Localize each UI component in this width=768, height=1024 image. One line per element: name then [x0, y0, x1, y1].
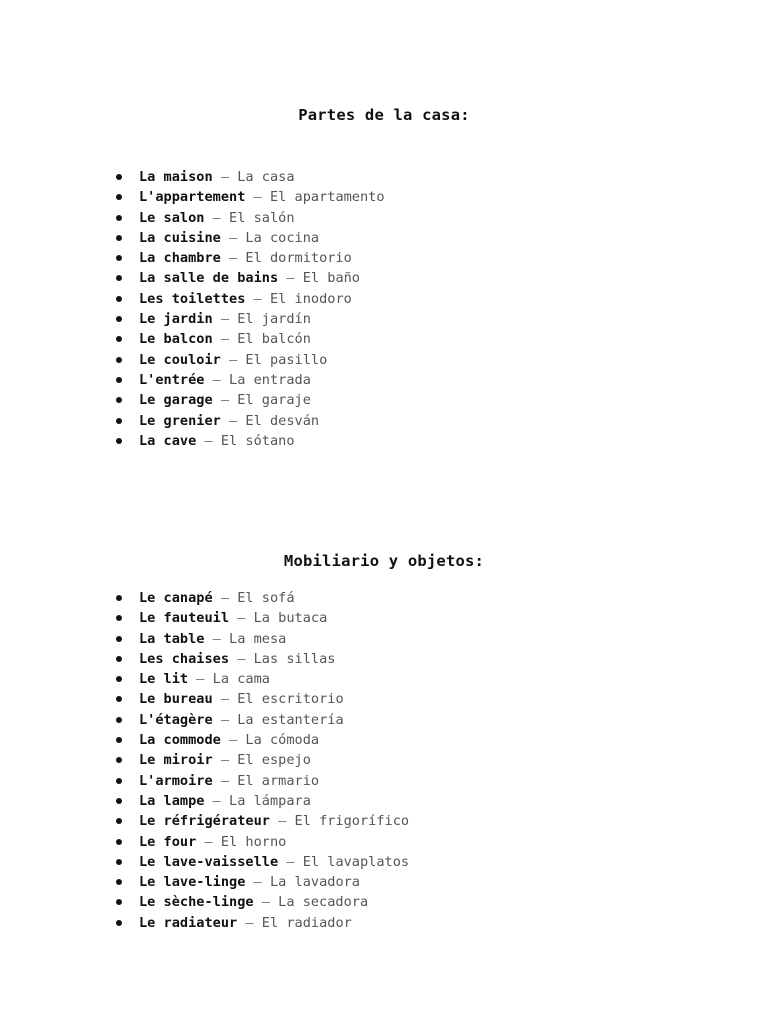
spanish-translation: La estantería [237, 711, 344, 728]
french-term: L'appartement [139, 189, 246, 206]
bullet-icon [116, 255, 122, 261]
bullet-icon [116, 615, 122, 621]
french-term: Le grenier [139, 412, 221, 429]
separator-dash: — [253, 189, 262, 206]
list-item [114, 268, 385, 288]
bullet-icon [116, 174, 122, 180]
french-term: La table [139, 630, 205, 647]
french-term: L'étagère [139, 711, 213, 728]
french-term: Le réfrigérateur [139, 813, 270, 830]
french-term: La cave [139, 432, 197, 449]
list-item [114, 588, 409, 608]
list-item [114, 649, 409, 669]
french-term: Le balcon [139, 331, 213, 348]
bullet-icon [116, 296, 122, 302]
french-term: La lampe [139, 792, 205, 809]
french-term: Le jardin [139, 311, 213, 328]
bullet-icon [116, 194, 122, 200]
list-item [114, 431, 385, 451]
list-item [114, 730, 409, 750]
separator-dash: — [253, 290, 262, 307]
list-item [114, 832, 409, 852]
spanish-translation: La cama [212, 671, 270, 688]
list-item [114, 811, 409, 831]
vocab-list [114, 588, 409, 933]
separator-dash: — [196, 671, 205, 688]
list-item [114, 208, 385, 228]
separator-dash: — [245, 914, 254, 931]
spanish-translation: La cocina [245, 229, 320, 246]
bullet-icon [116, 336, 122, 342]
separator-dash: — [212, 630, 221, 647]
bullet-icon [116, 438, 122, 444]
spanish-translation: El desván [245, 412, 320, 429]
french-term: La maison [139, 169, 213, 185]
list-item [114, 710, 409, 730]
spanish-translation: La cómoda [245, 732, 320, 749]
separator-dash: — [261, 894, 270, 911]
bullet-icon [116, 879, 122, 885]
bullet-icon [116, 377, 122, 383]
list-item [114, 228, 385, 248]
separator-dash: — [220, 772, 230, 789]
spanish-translation: El sofá [237, 590, 295, 606]
spanish-translation: El garaje [237, 392, 311, 409]
list-item [114, 370, 385, 390]
list-item [114, 248, 385, 268]
bullet-icon [116, 235, 122, 241]
list-item [114, 629, 409, 649]
separator-dash: — [253, 874, 262, 891]
separator-dash: — [229, 732, 238, 749]
separator-dash: — [237, 610, 246, 627]
bullet-icon [116, 798, 122, 804]
separator-dash: — [220, 711, 230, 728]
spanish-translation: La casa [237, 169, 295, 185]
list-item [114, 669, 409, 689]
spanish-translation: El pasillo [245, 351, 328, 368]
list-item [114, 608, 409, 628]
separator-dash: — [286, 270, 295, 287]
french-term: Le garage [139, 392, 213, 409]
spanish-translation: El radiador [261, 914, 352, 931]
bullet-icon [116, 316, 122, 322]
list-item [114, 892, 409, 912]
spanish-translation: La mesa [229, 630, 287, 647]
french-term: Le four [139, 833, 197, 850]
separator-dash: — [220, 691, 230, 708]
french-term: La salle de bains [139, 270, 279, 287]
list-item [114, 289, 385, 309]
list-item [114, 411, 385, 431]
section-title: Partes de la casa: [298, 106, 470, 124]
section-parts-of-house [0, 104, 768, 449]
french-term: L'entrée [139, 371, 205, 388]
french-term: Le radiateur [139, 914, 238, 931]
separator-dash: — [220, 590, 230, 606]
list-item [114, 187, 385, 207]
bullet-icon [116, 717, 122, 723]
separator-dash: — [220, 392, 230, 409]
french-term: La cuisine [139, 229, 221, 246]
french-term: Le miroir [139, 752, 213, 769]
french-term: Le lave-linge [139, 874, 246, 891]
list-item [114, 390, 385, 410]
spanish-translation: La secadora [278, 894, 369, 911]
separator-dash: — [220, 169, 230, 185]
spanish-translation: La lavadora [269, 874, 360, 891]
spanish-translation: El dormitorio [245, 250, 352, 267]
bullet-icon [116, 859, 122, 865]
spanish-translation: El baño [302, 270, 360, 287]
bullet-icon [116, 818, 122, 824]
french-term: Les toilettes [139, 290, 246, 307]
separator-dash: — [237, 650, 246, 667]
list-item [114, 872, 409, 892]
bullet-icon [116, 737, 122, 743]
separator-dash: — [220, 331, 230, 348]
spanish-translation: Las sillas [253, 650, 336, 667]
spanish-translation: El armario [237, 772, 320, 789]
spanish-translation: El espejo [237, 752, 311, 769]
list-item [114, 329, 385, 349]
bullet-icon [116, 899, 122, 905]
separator-dash: — [220, 311, 230, 328]
spanish-translation: El sótano [220, 432, 295, 449]
bullet-icon [116, 676, 122, 682]
spanish-translation: El escritorio [237, 691, 344, 708]
separator-dash: — [212, 209, 221, 226]
separator-dash: — [229, 250, 238, 267]
spanish-translation: El salón [229, 209, 295, 226]
french-term: La chambre [139, 250, 221, 267]
french-term: Le couloir [139, 351, 221, 368]
bullet-icon [116, 757, 122, 763]
spanish-translation: El apartamento [269, 189, 385, 206]
list-item [114, 167, 385, 187]
french-term: Le lit [139, 671, 189, 688]
list-item [114, 309, 385, 329]
spanish-translation: El inodoro [269, 290, 352, 307]
separator-dash: — [278, 813, 287, 830]
bullet-icon [116, 418, 122, 424]
french-term: Les chaises [139, 650, 230, 667]
separator-dash: — [229, 351, 238, 368]
section-title: Mobiliario y objetos: [283, 552, 485, 570]
french-term: Le salon [139, 209, 205, 226]
separator-dash: — [286, 853, 295, 870]
french-term: La commode [139, 732, 221, 749]
spanish-translation: El frigorífico [294, 813, 410, 830]
bullet-icon [116, 595, 122, 601]
separator-dash: — [229, 229, 238, 246]
bullet-icon [116, 357, 122, 363]
spanish-translation: La lámpara [229, 792, 311, 809]
french-term: Le fauteuil [139, 610, 230, 627]
list-item [114, 350, 385, 370]
list-item [114, 689, 409, 709]
french-term: Le bureau [139, 691, 213, 708]
list-item [114, 771, 409, 791]
separator-dash: — [229, 412, 238, 429]
french-term: Le lave-vaisselle [139, 853, 279, 870]
separator-dash: — [220, 752, 230, 769]
vocab-list [114, 167, 385, 451]
french-term: L'armoire [139, 772, 213, 789]
bullet-icon [116, 839, 122, 845]
bullet-icon [116, 656, 122, 662]
section-furniture-objects [0, 550, 768, 931]
french-term: Le canapé [139, 590, 213, 606]
bullet-icon [116, 275, 122, 281]
bullet-icon [116, 215, 122, 221]
spanish-translation: La entrada [229, 371, 311, 388]
bullet-icon [116, 920, 122, 926]
french-term: Le sèche-linge [139, 894, 254, 911]
spanish-translation: El horno [220, 833, 287, 850]
spanish-translation: El jardín [237, 311, 311, 328]
bullet-icon [116, 636, 122, 642]
list-item [114, 791, 409, 811]
list-item [114, 913, 409, 933]
list-item [114, 750, 409, 770]
list-item [114, 852, 409, 872]
separator-dash: — [204, 833, 213, 850]
bullet-icon [116, 778, 122, 784]
spanish-translation: El balcón [237, 331, 311, 348]
separator-dash: — [212, 371, 221, 388]
separator-dash: — [204, 432, 213, 449]
separator-dash: — [212, 792, 221, 809]
bullet-icon [116, 397, 122, 403]
spanish-translation: La butaca [253, 610, 328, 627]
spanish-translation: El lavaplatos [302, 853, 410, 870]
bullet-icon [116, 696, 122, 702]
